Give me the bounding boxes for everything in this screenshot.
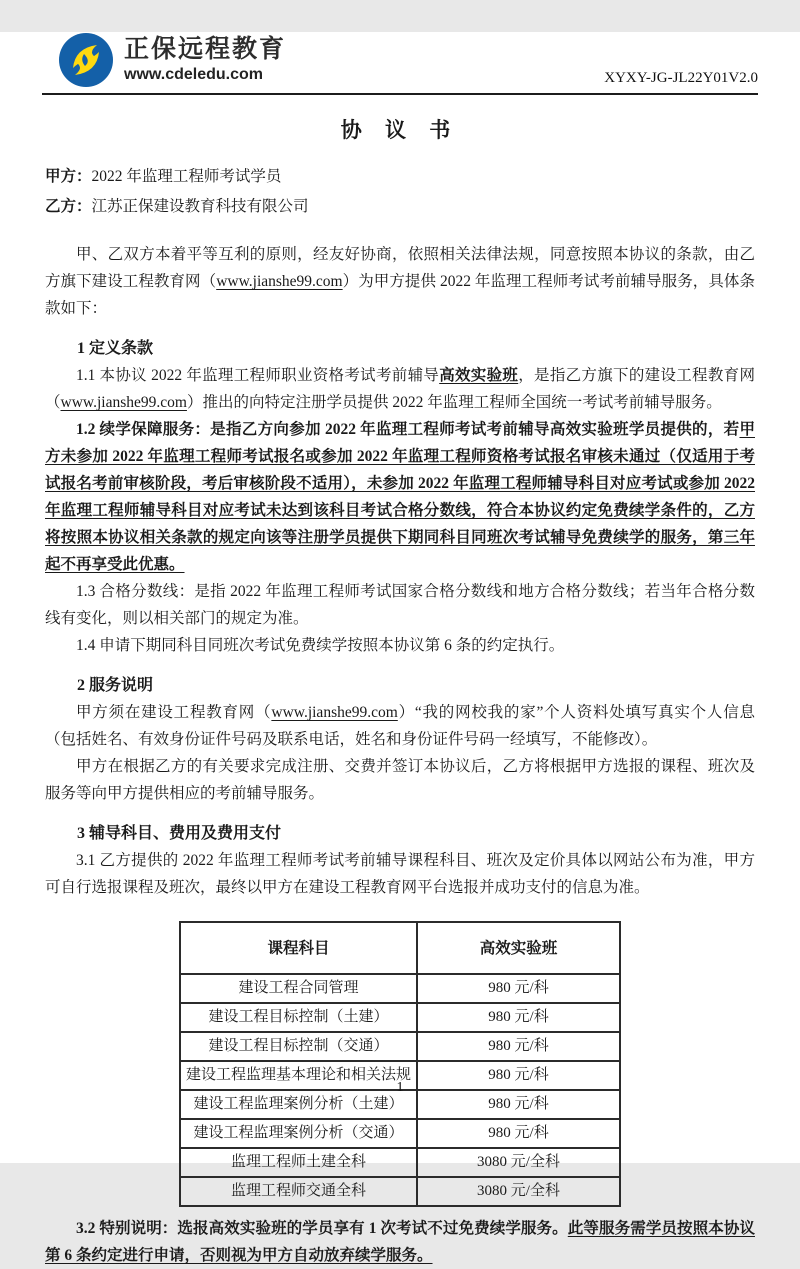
course-fee-table xyxy=(179,921,621,1207)
section2-p1-url-link: www.jianshe99.com xyxy=(271,704,398,721)
table-header-subject: 课程科目 xyxy=(180,922,417,974)
clause-1-1-text-2: ，是指乙方旗下的建设工程教育网（ xyxy=(45,367,755,411)
party-b-label: 乙方： xyxy=(45,198,92,215)
intro-text-2: ）为甲方提供 2022 年监理工程师考试考前辅导服务，具体条款如下： xyxy=(45,273,755,317)
page-header xyxy=(42,32,758,95)
table-row xyxy=(180,1032,620,1061)
table-cell-subject: 监理工程师交通全科 xyxy=(180,1177,417,1206)
clause-3-2-lead: 3.2 特别说明：选报高效实验班的学员享有 1 次考试不过免费续学服务。 xyxy=(76,1220,568,1237)
section2-heading: 2 服务说明 xyxy=(77,677,154,694)
table-row xyxy=(180,1148,620,1177)
intro-paragraph xyxy=(45,241,755,322)
table-row xyxy=(180,974,620,1003)
brand-name: 正保远程教育 xyxy=(124,35,287,64)
table-cell-price: 980 元/科 xyxy=(417,1061,620,1090)
document-code: XYXY-JG-JL22Y01V2.0 xyxy=(604,70,758,86)
section2-p1-text-1: 甲方须在建设工程教育网（ xyxy=(76,704,272,721)
clause-1-2 xyxy=(45,416,755,578)
document-body xyxy=(0,117,800,1269)
table-cell-subject: 建设工程目标控制（交通） xyxy=(180,1032,417,1061)
clause-3-2 xyxy=(45,1215,755,1269)
party-a-label: 甲方： xyxy=(45,168,92,185)
party-b-value: 江苏正保建设教育科技有限公司 xyxy=(91,198,309,215)
section1-heading: 1 定义条款 xyxy=(77,340,154,357)
table-cell-subject: 监理工程师土建全科 xyxy=(180,1148,417,1177)
intro-url-link: www.jianshe99.com xyxy=(216,273,343,290)
table-cell-price: 980 元/科 xyxy=(417,974,620,1003)
clause-3-1: 3.1 乙方提供的 2022 年监理工程师考试考前辅导课程科目、班次及定价具体以网站公布为准，甲方可自行选报课程及班次，最终以甲方在建设工程教育网平台选报并成功支付的信息为准。 xyxy=(45,852,755,896)
table-cell-price: 980 元/科 xyxy=(417,1090,620,1119)
clause-1-1-text-3: ）推出的向特定注册学员提供 2022 年监理工程师全国统一考试考前辅导服务。 xyxy=(186,394,722,411)
table-cell-price: 980 元/科 xyxy=(417,1119,620,1148)
clause-1-3: 1.3 合格分数线：是指 2022 年监理工程师考试国家合格分数线和地方合格分数线；若当年合格分数线有变化，则以相关部门的规定为准。 xyxy=(45,583,755,627)
table-cell-subject: 建设工程合同管理 xyxy=(180,974,417,1003)
party-a-value: 2022 年监理工程师考试学员 xyxy=(91,168,282,185)
brand-logo xyxy=(58,32,286,88)
clause-1-4: 1.4 申请下期同科目同班次考试免费续学按照本协议第 6 条的约定执行。 xyxy=(76,637,565,654)
table-cell-subject: 建设工程目标控制（土建） xyxy=(180,1003,417,1032)
table-cell-price: 3080 元/全科 xyxy=(417,1148,620,1177)
clause-3-2-underlined: 此等服务需学员按照本协议第 6 条约定进行申请，否则视为甲方自动放弃续学服务。 xyxy=(45,1220,755,1264)
table-cell-price: 980 元/科 xyxy=(417,1003,620,1032)
party-b-line xyxy=(45,192,755,222)
clause-1-1-text-1: 1.1 本协议 2022 年监理工程师职业资格考试考前辅导 xyxy=(76,367,440,384)
table-header-class: 高效实验班 xyxy=(417,922,620,974)
table-cell-price: 980 元/科 xyxy=(417,1032,620,1061)
parties-block xyxy=(45,162,755,222)
intro-text-1: 甲、乙双方本着平等互利的原则，经友好协商，依照相关法律法规，同意按照本协议的条款，由乙方旗下建设工程教育网（ xyxy=(45,246,755,290)
brand-text xyxy=(124,35,286,84)
table-row xyxy=(180,1119,620,1148)
clause-1-1 xyxy=(45,362,755,416)
section2-paragraph-2: 甲方在根据乙方的有关要求完成注册、交费并签订本协议后，乙方将根据甲方选报的课程、班次及服务等向甲方提供相应的考前辅导服务。 xyxy=(45,758,755,802)
clause-1-1-term: 高效实验班 xyxy=(439,367,519,384)
table-header-row xyxy=(180,922,620,974)
section2-paragraph-1 xyxy=(45,699,755,753)
clause-1-1-url-link: www.jianshe99.com xyxy=(60,394,187,411)
table-cell-price: 3080 元/全科 xyxy=(417,1177,620,1206)
clause-1-2-lead: 1.2 续学保障服务：是指乙方向参加 2022 年监理工程师考试考前辅导高效实验班学员提供的，若 xyxy=(76,421,740,438)
document-title: 协 议 书 xyxy=(340,118,460,142)
party-a-line xyxy=(45,162,755,192)
table-cell-subject: 建设工程监理基本理论和相关法规 xyxy=(180,1061,417,1090)
section3-heading: 3 辅导科目、费用及费用支付 xyxy=(77,825,282,842)
section2-p1-text-2: ）“我的网校我的家”个人资料处填写真实个人信息（包括姓名、有效身份证件号码及联系电话，姓名和身份证件号码一经填写，不能修改）。 xyxy=(45,704,755,748)
table-cell-subject: 建设工程监理案例分析（土建） xyxy=(180,1090,417,1119)
table-row xyxy=(180,1003,620,1032)
table-cell-subject: 建设工程监理案例分析（交通） xyxy=(180,1119,417,1148)
clause-1-2-underlined: 甲方未参加 2022 年监理工程师考试报名或参加 2022 年监理工程师资格考试报名审核未通过（仅适用于考试报名考前审核阶段，考后审核阶段不适用），未参加 2022 年监理工程师辅导科目对应考试或参加 2022 年监理工程师辅导科目对应考试未达到该科目考试合格分数线，符合本协议约定免费续学条件的，乙方将按照本协议相关条款的规定向该等注册学员提供下期同科目同班次考试辅导免费续学的服务，第三年起不再享受此优惠。 xyxy=(45,421,755,573)
document-page xyxy=(0,32,800,1264)
logo-swirl-icon xyxy=(58,32,114,88)
table-row xyxy=(180,1177,620,1206)
brand-url: www.cdeledu.com xyxy=(124,66,263,84)
page-number: 1 xyxy=(396,1080,404,1095)
